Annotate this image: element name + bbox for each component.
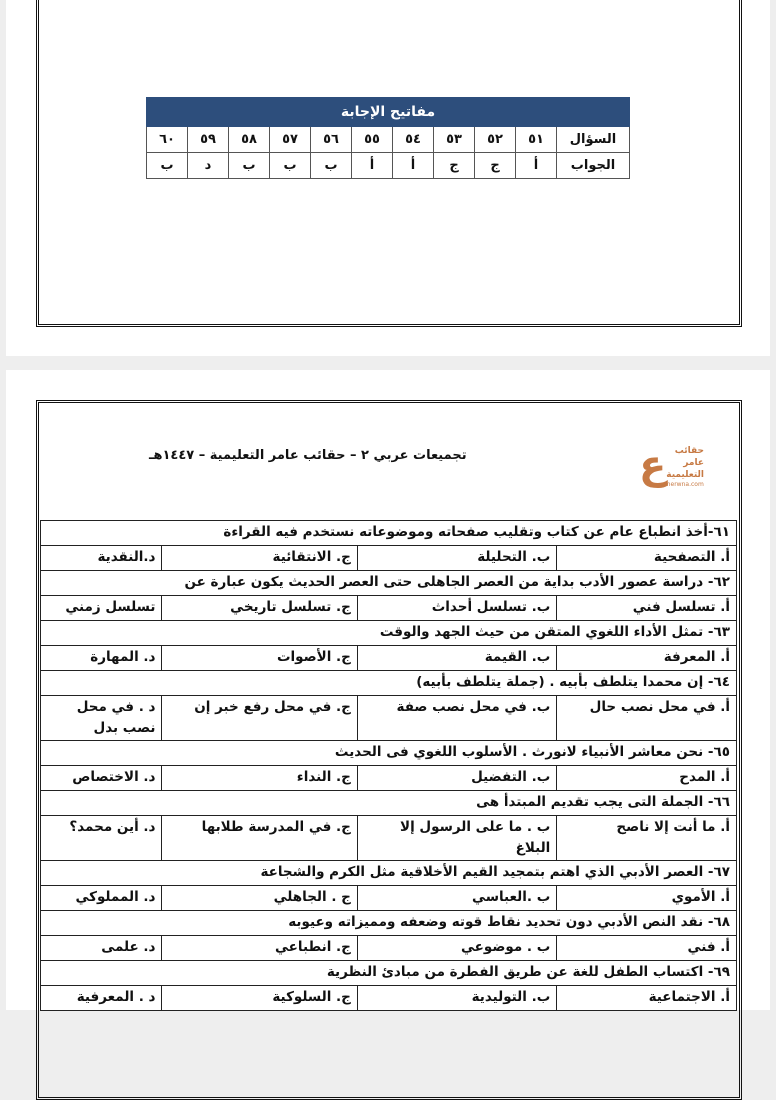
answer-value: أ (516, 153, 557, 179)
options-row (41, 696, 737, 741)
options-row (41, 596, 737, 621)
answer-option: د. المهارة (41, 646, 162, 671)
question-row (41, 791, 737, 816)
logo-text: حقائب عامر التعليمية (666, 446, 704, 480)
logo-mark-icon: ع (639, 442, 667, 488)
question-number: ٥٦ (311, 127, 352, 153)
question-row (41, 961, 737, 986)
answer-option: ج. السلوكية (162, 986, 357, 1011)
question-row (41, 861, 737, 886)
question-text: ٦٦- الجملة التى يجب تقديم المبتدأ هى (41, 791, 737, 816)
page-header-title: تجميعات عربي ٢ – حقائب عامر التعليمية – ١٤٤٧هـ (149, 448, 467, 463)
question-number: ٥٤ (393, 127, 434, 153)
answer-option: ج . الجاهلي (162, 886, 357, 911)
answer-option: أ. الأموي (557, 886, 737, 911)
question-row (41, 621, 737, 646)
question-text: ٦٨- نقد النص الأدبي دون تحديد نقاط قوته وضعفه ومميزاته وعيوبه (41, 911, 737, 936)
answer-option: د. المملوكي (41, 886, 162, 911)
answer-row (147, 153, 630, 179)
question-number: ٥٣ (434, 127, 475, 153)
question-number: ٥٨ (229, 127, 270, 153)
question-row (41, 741, 737, 766)
answer-option: أ. ما أنت إلا ناصح (557, 816, 737, 861)
question-text: ٦٣- تمثل الأداء اللغوي المتقن من حيث الجهد والوقت (41, 621, 737, 646)
answer-option: ج. انطباعي (162, 936, 357, 961)
question-number: ٦٠ (147, 127, 188, 153)
answer-option: أ. فني (557, 936, 737, 961)
answer-value: ج (475, 153, 516, 179)
options-row (41, 546, 737, 571)
answer-option: د. علمى (41, 936, 162, 961)
answer-option: د. أين محمد؟ (41, 816, 162, 861)
question-number: ٥٩ (188, 127, 229, 153)
question-text: ٦٥- نحن معاشر الأنبياء لانورث . الأسلوب اللغوي فى الحديث (41, 741, 737, 766)
answer-option: أ. المعرفة (557, 646, 737, 671)
options-row (41, 986, 737, 1011)
answer-value: ب (311, 153, 352, 179)
answer-value: أ (393, 153, 434, 179)
question-text: ٦٧- العصر الأدبي الذي اهتم بتمجيد القيم الأخلاقية مثل الكرم والشجاعة (41, 861, 737, 886)
answer-label: الجواب (557, 153, 630, 179)
question-row (41, 571, 737, 596)
answer-key-table (146, 97, 630, 179)
answer-option: ج. الأصوات (162, 646, 357, 671)
options-row (41, 816, 737, 861)
answer-key-title: مفاتيح الإجابة (147, 98, 630, 127)
question-number: ٥٢ (475, 127, 516, 153)
question-row (41, 521, 737, 546)
question-row (41, 671, 737, 696)
answer-option: تسلسل زمني (41, 596, 162, 621)
answer-value: ب (147, 153, 188, 179)
answer-option: ب. تسلسل أحداث (357, 596, 556, 621)
answer-option: ب. التوليدية (357, 986, 556, 1011)
question-row (41, 911, 737, 936)
answer-option: ب .العباسي (357, 886, 556, 911)
answer-option: ب. التفضيل (357, 766, 556, 791)
answer-option: ج. في محل رفع خبر إن (162, 696, 357, 741)
answer-value: ب (229, 153, 270, 179)
answer-option: أ. تسلسل فني (557, 596, 737, 621)
question-row (147, 127, 630, 153)
answer-option: ج. في المدرسة طلابها (162, 816, 357, 861)
answer-option: ب . موضوعي (357, 936, 556, 961)
question-text: ٦٢- دراسة عصور الأدب بداية من العصر الجاهلى حتى العصر الحديث يكون عبارة عن (41, 571, 737, 596)
answer-option: ج. الانتقائية (162, 546, 357, 571)
options-row (41, 886, 737, 911)
questions-table (40, 520, 737, 1011)
answer-option: ج. تسلسل تاريخي (162, 596, 357, 621)
answer-option: أ. في محل نصب حال (557, 696, 737, 741)
options-row (41, 646, 737, 671)
question-number: ٥٥ (352, 127, 393, 153)
answer-option: أ. الاجتماعية (557, 986, 737, 1011)
answer-option: د. الاختصاص (41, 766, 162, 791)
question-text: ٦١-أخذ انطباع عام عن كتاب وتقليب صفحاته وموضوعاته نستخدم فيه القراءة (41, 521, 737, 546)
question-label: السؤال (557, 127, 630, 153)
question-text: ٦٤- إن محمدا يتلطف بأبيه . (جملة يتلطف بأبيه) (41, 671, 737, 696)
answer-value: ج (434, 153, 475, 179)
logo (639, 443, 719, 493)
answer-value: أ (352, 153, 393, 179)
page-2 (6, 370, 770, 1010)
answer-option: أ. المدح (557, 766, 737, 791)
question-text: ٦٩- اكتساب الطفل للغة عن طريق الفطرة من مبادئ النظرية (41, 961, 737, 986)
answer-option: ج. النداء (162, 766, 357, 791)
answer-option: د.النقدية (41, 546, 162, 571)
logo-url: amerwna.com (661, 481, 704, 488)
answer-option: ب. التحليلة (357, 546, 556, 571)
options-row (41, 766, 737, 791)
question-number: ٥١ (516, 127, 557, 153)
answer-value: ب (270, 153, 311, 179)
options-row (41, 936, 737, 961)
answer-option: د . المعرفية (41, 986, 162, 1011)
answer-option: ب . ما على الرسول إلا البلاغ (357, 816, 556, 861)
answer-option: د . في محل نصب بدل (41, 696, 162, 741)
answer-option: أ. التصفحية (557, 546, 737, 571)
page-1 (6, 0, 770, 356)
answer-option: ب. في محل نصب صفة (357, 696, 556, 741)
question-number: ٥٧ (270, 127, 311, 153)
answer-option: ب. القيمة (357, 646, 556, 671)
answer-value: د (188, 153, 229, 179)
